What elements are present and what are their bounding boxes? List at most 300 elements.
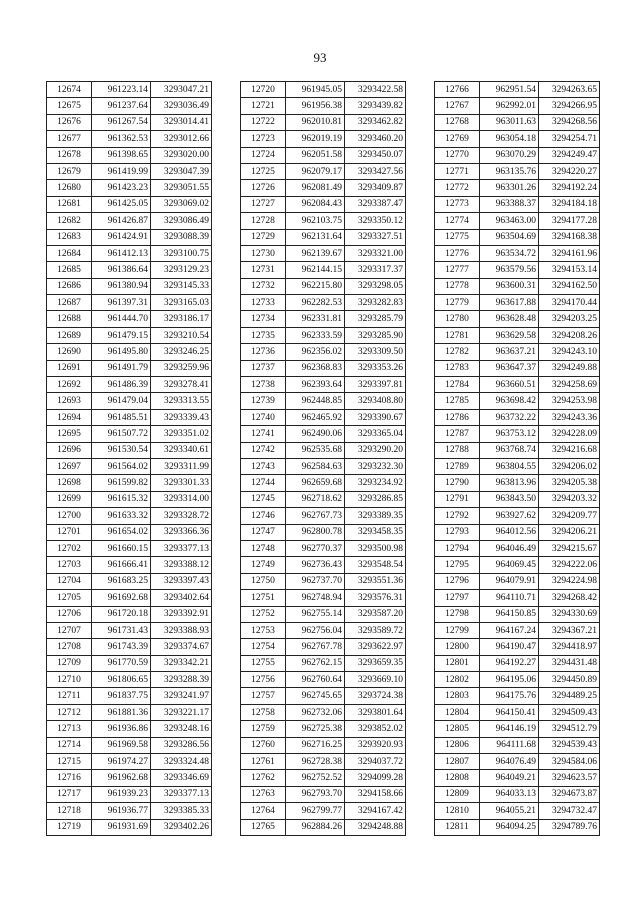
table-row bbox=[241, 393, 406, 409]
x-coordinate-cell: 964110.71 bbox=[480, 590, 539, 606]
table-row bbox=[47, 245, 212, 261]
y-coordinate-cell: 3294254.71 bbox=[539, 131, 600, 147]
point-number-cell: 12792 bbox=[435, 508, 480, 524]
point-number-cell: 12680 bbox=[47, 180, 92, 196]
point-number-cell: 12699 bbox=[47, 491, 92, 507]
point-number-cell: 12768 bbox=[435, 114, 480, 130]
point-number-cell: 12710 bbox=[47, 672, 92, 688]
table-row bbox=[435, 360, 600, 376]
table-row bbox=[435, 721, 600, 737]
y-coordinate-cell: 3294228.09 bbox=[539, 426, 600, 442]
y-coordinate-cell: 3293311.99 bbox=[151, 458, 212, 474]
point-number-cell: 12764 bbox=[241, 803, 286, 819]
table-row bbox=[47, 491, 212, 507]
point-number-cell: 12704 bbox=[47, 573, 92, 589]
y-coordinate-cell: 3293234.92 bbox=[345, 475, 406, 491]
y-coordinate-cell: 3293145.33 bbox=[151, 278, 212, 294]
table-row bbox=[47, 131, 212, 147]
x-coordinate-cell: 961444.70 bbox=[92, 311, 151, 327]
point-number-cell: 12700 bbox=[47, 508, 92, 524]
x-coordinate-cell: 961479.04 bbox=[92, 393, 151, 409]
point-number-cell: 12716 bbox=[47, 770, 92, 786]
table-row bbox=[435, 229, 600, 245]
table-row bbox=[435, 393, 600, 409]
x-coordinate-cell: 962760.64 bbox=[286, 672, 345, 688]
y-coordinate-cell: 3294158.66 bbox=[345, 786, 406, 802]
point-number-cell: 12804 bbox=[435, 704, 480, 720]
x-coordinate-cell: 962992.01 bbox=[480, 98, 539, 114]
table-row bbox=[241, 213, 406, 229]
point-number-cell: 12737 bbox=[241, 360, 286, 376]
y-coordinate-cell: 3293246.25 bbox=[151, 344, 212, 360]
point-number-cell: 12745 bbox=[241, 491, 286, 507]
y-coordinate-cell: 3294450.89 bbox=[539, 672, 600, 688]
x-coordinate-cell: 961398.65 bbox=[92, 147, 151, 163]
x-coordinate-cell: 964192.27 bbox=[480, 655, 539, 671]
table-row bbox=[241, 360, 406, 376]
x-coordinate-cell: 964012.56 bbox=[480, 524, 539, 540]
y-coordinate-cell: 3293450.07 bbox=[345, 147, 406, 163]
point-number-cell: 12776 bbox=[435, 245, 480, 261]
table-row bbox=[241, 622, 406, 638]
x-coordinate-cell: 961956.38 bbox=[286, 98, 345, 114]
point-number-cell: 12730 bbox=[241, 245, 286, 261]
point-number-cell: 12765 bbox=[241, 819, 286, 835]
point-number-cell: 12798 bbox=[435, 606, 480, 622]
point-number-cell: 12684 bbox=[47, 245, 92, 261]
point-number-cell: 12805 bbox=[435, 721, 480, 737]
x-coordinate-cell: 962465.92 bbox=[286, 409, 345, 425]
table-row bbox=[435, 344, 600, 360]
x-coordinate-cell: 963463.00 bbox=[480, 213, 539, 229]
table-row bbox=[241, 409, 406, 425]
y-coordinate-cell: 3294161.96 bbox=[539, 245, 600, 261]
point-number-cell: 12717 bbox=[47, 786, 92, 802]
table-row bbox=[241, 704, 406, 720]
y-coordinate-cell: 3294243.36 bbox=[539, 409, 600, 425]
x-coordinate-cell: 964150.41 bbox=[480, 704, 539, 720]
table-row bbox=[47, 360, 212, 376]
x-coordinate-cell: 964111.68 bbox=[480, 737, 539, 753]
table-row bbox=[47, 196, 212, 212]
x-coordinate-cell: 962748.94 bbox=[286, 590, 345, 606]
table-row bbox=[435, 737, 600, 753]
y-coordinate-cell: 3293248.16 bbox=[151, 721, 212, 737]
x-coordinate-cell: 961692.68 bbox=[92, 590, 151, 606]
y-coordinate-cell: 3294248.88 bbox=[345, 819, 406, 835]
x-coordinate-cell: 962767.73 bbox=[286, 508, 345, 524]
table-row bbox=[435, 475, 600, 491]
y-coordinate-cell: 3293286.85 bbox=[345, 491, 406, 507]
point-number-cell: 12762 bbox=[241, 770, 286, 786]
y-coordinate-cell: 3293259.96 bbox=[151, 360, 212, 376]
point-number-cell: 12733 bbox=[241, 295, 286, 311]
point-number-cell: 12715 bbox=[47, 754, 92, 770]
table-row bbox=[435, 213, 600, 229]
table-row bbox=[241, 327, 406, 343]
table-row bbox=[241, 721, 406, 737]
table-row bbox=[435, 409, 600, 425]
table-row bbox=[435, 147, 600, 163]
table-row bbox=[47, 754, 212, 770]
table-row bbox=[435, 704, 600, 720]
y-coordinate-cell: 3293852.02 bbox=[345, 721, 406, 737]
y-coordinate-cell: 3293351.02 bbox=[151, 426, 212, 442]
table-row bbox=[241, 557, 406, 573]
point-number-cell: 12703 bbox=[47, 557, 92, 573]
y-coordinate-cell: 3293340.61 bbox=[151, 442, 212, 458]
point-number-cell: 12713 bbox=[47, 721, 92, 737]
y-coordinate-cell: 3293314.00 bbox=[151, 491, 212, 507]
table-row bbox=[435, 163, 600, 179]
table-row bbox=[241, 606, 406, 622]
table-row bbox=[435, 786, 600, 802]
x-coordinate-cell: 964079.91 bbox=[480, 573, 539, 589]
y-coordinate-cell: 3293232.30 bbox=[345, 458, 406, 474]
x-coordinate-cell: 962584.63 bbox=[286, 458, 345, 474]
y-coordinate-cell: 3293342.21 bbox=[151, 655, 212, 671]
table-row bbox=[241, 770, 406, 786]
table-row bbox=[241, 737, 406, 753]
table-row bbox=[435, 819, 600, 835]
table-row bbox=[47, 508, 212, 524]
x-coordinate-cell: 962368.83 bbox=[286, 360, 345, 376]
y-coordinate-cell: 3294489.25 bbox=[539, 688, 600, 704]
x-coordinate-cell: 962356.02 bbox=[286, 344, 345, 360]
y-coordinate-cell: 3293548.54 bbox=[345, 557, 406, 573]
table-row bbox=[47, 262, 212, 278]
coordinate-table-1 bbox=[46, 81, 212, 836]
x-coordinate-cell: 962393.64 bbox=[286, 377, 345, 393]
table-row bbox=[241, 655, 406, 671]
point-number-cell: 12675 bbox=[47, 98, 92, 114]
y-coordinate-cell: 3293389.35 bbox=[345, 508, 406, 524]
y-coordinate-cell: 3293278.41 bbox=[151, 377, 212, 393]
point-number-cell: 12795 bbox=[435, 557, 480, 573]
point-number-cell: 12694 bbox=[47, 409, 92, 425]
point-number-cell: 12809 bbox=[435, 786, 480, 802]
table-row bbox=[435, 442, 600, 458]
x-coordinate-cell: 961564.02 bbox=[92, 458, 151, 474]
x-coordinate-cell: 961223.14 bbox=[92, 82, 151, 98]
point-number-cell: 12801 bbox=[435, 655, 480, 671]
point-number-cell: 12747 bbox=[241, 524, 286, 540]
table-row bbox=[47, 295, 212, 311]
table-row bbox=[241, 278, 406, 294]
x-coordinate-cell: 961936.77 bbox=[92, 803, 151, 819]
x-coordinate-cell: 961237.64 bbox=[92, 98, 151, 114]
table-row bbox=[241, 786, 406, 802]
x-coordinate-cell: 963637.21 bbox=[480, 344, 539, 360]
x-coordinate-cell: 961720.18 bbox=[92, 606, 151, 622]
x-coordinate-cell: 963135.76 bbox=[480, 163, 539, 179]
x-coordinate-cell: 962448.85 bbox=[286, 393, 345, 409]
point-number-cell: 12688 bbox=[47, 311, 92, 327]
point-number-cell: 12766 bbox=[435, 82, 480, 98]
table-row bbox=[435, 377, 600, 393]
table-row bbox=[47, 442, 212, 458]
x-coordinate-cell: 962745.65 bbox=[286, 688, 345, 704]
y-coordinate-cell: 3293165.03 bbox=[151, 295, 212, 311]
x-coordinate-cell: 963070.29 bbox=[480, 147, 539, 163]
y-coordinate-cell: 3294623.57 bbox=[539, 770, 600, 786]
x-coordinate-cell: 962756.04 bbox=[286, 622, 345, 638]
table-row bbox=[435, 573, 600, 589]
y-coordinate-cell: 3294222.06 bbox=[539, 557, 600, 573]
point-number-cell: 12770 bbox=[435, 147, 480, 163]
point-number-cell: 12721 bbox=[241, 98, 286, 114]
y-coordinate-cell: 3293669.10 bbox=[345, 672, 406, 688]
y-coordinate-cell: 3293339.43 bbox=[151, 409, 212, 425]
table-row bbox=[47, 819, 212, 835]
y-coordinate-cell: 3294215.67 bbox=[539, 540, 600, 556]
table-row bbox=[47, 393, 212, 409]
point-number-cell: 12698 bbox=[47, 475, 92, 491]
table-row bbox=[47, 737, 212, 753]
point-number-cell: 12791 bbox=[435, 491, 480, 507]
point-number-cell: 12789 bbox=[435, 458, 480, 474]
point-number-cell: 12676 bbox=[47, 114, 92, 130]
y-coordinate-cell: 3293377.13 bbox=[151, 540, 212, 556]
point-number-cell: 12727 bbox=[241, 196, 286, 212]
x-coordinate-cell: 961479.15 bbox=[92, 327, 151, 343]
y-coordinate-cell: 3293286.56 bbox=[151, 737, 212, 753]
point-number-cell: 12773 bbox=[435, 196, 480, 212]
table-row bbox=[241, 754, 406, 770]
table-row bbox=[241, 262, 406, 278]
x-coordinate-cell: 963617.88 bbox=[480, 295, 539, 311]
y-coordinate-cell: 3294258.69 bbox=[539, 377, 600, 393]
point-number-cell: 12793 bbox=[435, 524, 480, 540]
point-number-cell: 12741 bbox=[241, 426, 286, 442]
table-row bbox=[47, 327, 212, 343]
y-coordinate-cell: 3293324.48 bbox=[151, 754, 212, 770]
table-row bbox=[241, 819, 406, 835]
x-coordinate-cell: 961969.58 bbox=[92, 737, 151, 753]
table-row bbox=[241, 229, 406, 245]
point-number-cell: 12736 bbox=[241, 344, 286, 360]
x-coordinate-cell: 962019.19 bbox=[286, 131, 345, 147]
x-coordinate-cell: 964046.49 bbox=[480, 540, 539, 556]
x-coordinate-cell: 963804.55 bbox=[480, 458, 539, 474]
table-row bbox=[47, 311, 212, 327]
x-coordinate-cell: 961931.69 bbox=[92, 819, 151, 835]
y-coordinate-cell: 3293047.39 bbox=[151, 163, 212, 179]
table-row bbox=[47, 426, 212, 442]
table-row bbox=[241, 639, 406, 655]
x-coordinate-cell: 963698.42 bbox=[480, 393, 539, 409]
y-coordinate-cell: 3294673.87 bbox=[539, 786, 600, 802]
y-coordinate-cell: 3293350.12 bbox=[345, 213, 406, 229]
table-row bbox=[47, 606, 212, 622]
x-coordinate-cell: 961974.27 bbox=[92, 754, 151, 770]
point-number-cell: 12692 bbox=[47, 377, 92, 393]
x-coordinate-cell: 964150.85 bbox=[480, 606, 539, 622]
y-coordinate-cell: 3293390.67 bbox=[345, 409, 406, 425]
x-coordinate-cell: 962144.15 bbox=[286, 262, 345, 278]
point-number-cell: 12718 bbox=[47, 803, 92, 819]
x-coordinate-cell: 962770.37 bbox=[286, 540, 345, 556]
point-number-cell: 12719 bbox=[47, 819, 92, 835]
table-row bbox=[47, 82, 212, 98]
x-coordinate-cell: 963732.22 bbox=[480, 409, 539, 425]
y-coordinate-cell: 3293801.64 bbox=[345, 704, 406, 720]
y-coordinate-cell: 3293724.38 bbox=[345, 688, 406, 704]
y-coordinate-cell: 3293409.87 bbox=[345, 180, 406, 196]
x-coordinate-cell: 962884.26 bbox=[286, 819, 345, 835]
y-coordinate-cell: 3293366.36 bbox=[151, 524, 212, 540]
point-number-cell: 12797 bbox=[435, 590, 480, 606]
y-coordinate-cell: 3294203.32 bbox=[539, 491, 600, 507]
x-coordinate-cell: 962084.43 bbox=[286, 196, 345, 212]
y-coordinate-cell: 3293317.37 bbox=[345, 262, 406, 278]
point-number-cell: 12757 bbox=[241, 688, 286, 704]
table-row bbox=[241, 540, 406, 556]
table-row bbox=[47, 278, 212, 294]
x-coordinate-cell: 963660.51 bbox=[480, 377, 539, 393]
table-row bbox=[47, 213, 212, 229]
table-row bbox=[435, 180, 600, 196]
point-number-cell: 12800 bbox=[435, 639, 480, 655]
x-coordinate-cell: 961654.02 bbox=[92, 524, 151, 540]
x-coordinate-cell: 963843.50 bbox=[480, 491, 539, 507]
point-number-cell: 12707 bbox=[47, 622, 92, 638]
x-coordinate-cell: 962728.38 bbox=[286, 754, 345, 770]
point-number-cell: 12697 bbox=[47, 458, 92, 474]
x-coordinate-cell: 962951.54 bbox=[480, 82, 539, 98]
y-coordinate-cell: 3293309.50 bbox=[345, 344, 406, 360]
point-number-cell: 12706 bbox=[47, 606, 92, 622]
x-coordinate-cell: 962333.59 bbox=[286, 327, 345, 343]
y-coordinate-cell: 3293051.55 bbox=[151, 180, 212, 196]
y-coordinate-cell: 3293589.72 bbox=[345, 622, 406, 638]
point-number-cell: 12739 bbox=[241, 393, 286, 409]
x-coordinate-cell: 962716.25 bbox=[286, 737, 345, 753]
point-number-cell: 12679 bbox=[47, 163, 92, 179]
point-number-cell: 12693 bbox=[47, 393, 92, 409]
point-number-cell: 12785 bbox=[435, 393, 480, 409]
x-coordinate-cell: 962051.58 bbox=[286, 147, 345, 163]
x-coordinate-cell: 962736.43 bbox=[286, 557, 345, 573]
table-row bbox=[241, 163, 406, 179]
x-coordinate-cell: 963647.37 bbox=[480, 360, 539, 376]
x-coordinate-cell: 962762.15 bbox=[286, 655, 345, 671]
point-number-cell: 12726 bbox=[241, 180, 286, 196]
table-row bbox=[435, 295, 600, 311]
x-coordinate-cell: 962079.17 bbox=[286, 163, 345, 179]
x-coordinate-cell: 961491.79 bbox=[92, 360, 151, 376]
y-coordinate-cell: 3294203.25 bbox=[539, 311, 600, 327]
x-coordinate-cell: 961507.72 bbox=[92, 426, 151, 442]
table-row bbox=[241, 442, 406, 458]
table-row bbox=[241, 196, 406, 212]
y-coordinate-cell: 3293069.02 bbox=[151, 196, 212, 212]
point-number-cell: 12808 bbox=[435, 770, 480, 786]
x-coordinate-cell: 962752.52 bbox=[286, 770, 345, 786]
x-coordinate-cell: 964049.21 bbox=[480, 770, 539, 786]
table-row bbox=[435, 557, 600, 573]
y-coordinate-cell: 3293576.31 bbox=[345, 590, 406, 606]
point-number-cell: 12732 bbox=[241, 278, 286, 294]
y-coordinate-cell: 3293088.39 bbox=[151, 229, 212, 245]
point-number-cell: 12708 bbox=[47, 639, 92, 655]
y-coordinate-cell: 3293020.00 bbox=[151, 147, 212, 163]
y-coordinate-cell: 3293427.56 bbox=[345, 163, 406, 179]
x-coordinate-cell: 961485.51 bbox=[92, 409, 151, 425]
coordinate-table-3 bbox=[434, 81, 600, 836]
point-number-cell: 12806 bbox=[435, 737, 480, 753]
point-number-cell: 12690 bbox=[47, 344, 92, 360]
x-coordinate-cell: 963388.37 bbox=[480, 196, 539, 212]
x-coordinate-cell: 962535.68 bbox=[286, 442, 345, 458]
x-coordinate-cell: 961380.94 bbox=[92, 278, 151, 294]
point-number-cell: 12787 bbox=[435, 426, 480, 442]
y-coordinate-cell: 3293388.12 bbox=[151, 557, 212, 573]
table-row bbox=[47, 163, 212, 179]
table-row bbox=[241, 131, 406, 147]
x-coordinate-cell: 962799.77 bbox=[286, 803, 345, 819]
table-row bbox=[241, 590, 406, 606]
y-coordinate-cell: 3294268.56 bbox=[539, 114, 600, 130]
table-row bbox=[435, 606, 600, 622]
y-coordinate-cell: 3294367.21 bbox=[539, 622, 600, 638]
table-row bbox=[47, 409, 212, 425]
table-row bbox=[435, 590, 600, 606]
y-coordinate-cell: 3294268.42 bbox=[539, 590, 600, 606]
y-coordinate-cell: 3293408.80 bbox=[345, 393, 406, 409]
point-number-cell: 12796 bbox=[435, 573, 480, 589]
point-number-cell: 12811 bbox=[435, 819, 480, 835]
table-row bbox=[241, 508, 406, 524]
point-number-cell: 12742 bbox=[241, 442, 286, 458]
x-coordinate-cell: 961423.23 bbox=[92, 180, 151, 196]
y-coordinate-cell: 3294162.50 bbox=[539, 278, 600, 294]
y-coordinate-cell: 3293321.00 bbox=[345, 245, 406, 261]
point-number-cell: 12678 bbox=[47, 147, 92, 163]
y-coordinate-cell: 3294208.26 bbox=[539, 327, 600, 343]
y-coordinate-cell: 3294209.77 bbox=[539, 508, 600, 524]
y-coordinate-cell: 3294263.65 bbox=[539, 82, 600, 98]
table-row bbox=[47, 229, 212, 245]
x-coordinate-cell: 961945.05 bbox=[286, 82, 345, 98]
y-coordinate-cell: 3293036.49 bbox=[151, 98, 212, 114]
point-number-cell: 12788 bbox=[435, 442, 480, 458]
x-coordinate-cell: 961660.15 bbox=[92, 540, 151, 556]
point-number-cell: 12810 bbox=[435, 803, 480, 819]
x-coordinate-cell: 961615.32 bbox=[92, 491, 151, 507]
y-coordinate-cell: 3293346.69 bbox=[151, 770, 212, 786]
table-row bbox=[47, 98, 212, 114]
table-row bbox=[435, 688, 600, 704]
table-row bbox=[435, 770, 600, 786]
x-coordinate-cell: 962755.14 bbox=[286, 606, 345, 622]
point-number-cell: 12674 bbox=[47, 82, 92, 98]
y-coordinate-cell: 3293377.13 bbox=[151, 786, 212, 802]
point-number-cell: 12687 bbox=[47, 295, 92, 311]
y-coordinate-cell: 3293327.51 bbox=[345, 229, 406, 245]
y-coordinate-cell: 3293422.58 bbox=[345, 82, 406, 98]
table-row bbox=[241, 475, 406, 491]
point-number-cell: 12677 bbox=[47, 131, 92, 147]
table-row bbox=[241, 82, 406, 98]
x-coordinate-cell: 964175.76 bbox=[480, 688, 539, 704]
point-number-cell: 12755 bbox=[241, 655, 286, 671]
table-row bbox=[435, 327, 600, 343]
x-coordinate-cell: 962081.49 bbox=[286, 180, 345, 196]
table-row bbox=[435, 114, 600, 130]
table-row bbox=[241, 458, 406, 474]
table-row bbox=[435, 98, 600, 114]
